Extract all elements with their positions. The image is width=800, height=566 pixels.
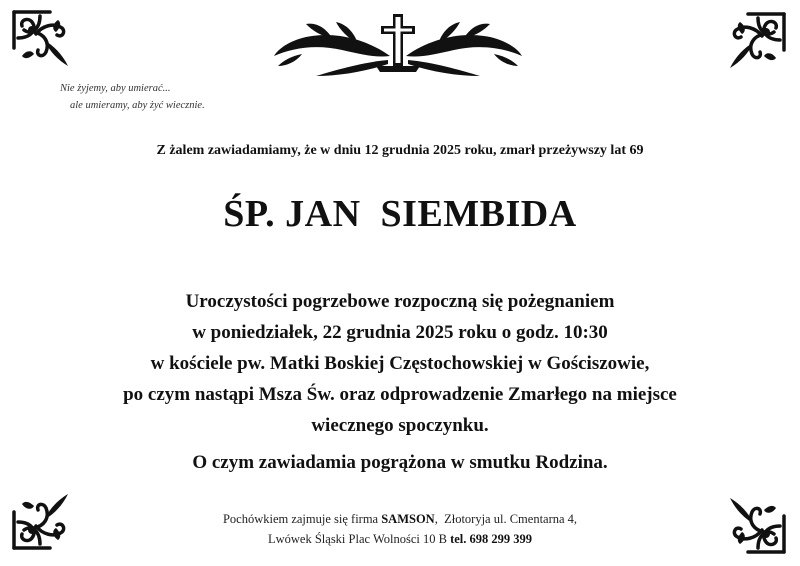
phone-number: tel. 698 299 399: [450, 532, 533, 546]
announcement: Z żalem zawiadamiamy, że w dniu 12 grudnia 2025 roku, zmarł przeżywszy lat 69: [156, 143, 644, 158]
ceremony-line-2: w poniedziałek, 22 grudnia 2025 roku o godz. 10:30: [192, 322, 608, 343]
ceremony-line-3: w kościele pw. Matki Boskiej Częstochowskiej w Gościszowie,: [150, 353, 650, 374]
company-name: SAMSON: [381, 512, 435, 526]
cross-ornament: [272, 10, 524, 80]
floral-corner-icon: [722, 10, 788, 76]
funeral-home-footer: [0, 509, 800, 549]
footer-line1-prefix: Pochówkiem zajmuje się firma: [222, 512, 382, 526]
floral-corner-icon: [10, 8, 76, 74]
corner-ornament-top-right: [722, 10, 788, 76]
footer-line-1: [0, 509, 800, 529]
footer-address: Lwówek Śląski Plac Wolności 10 B: [267, 532, 451, 546]
quote-line-2: ale umieramy, aby żyć wiecznie.: [70, 100, 205, 111]
quote-line-1: Nie żyjemy, aby umierać...: [60, 83, 171, 94]
corner-ornament-top-left: [10, 8, 76, 74]
family-notice: O czym zawiadamia pogrążona w smutku Rodzina.: [192, 452, 608, 473]
ceremony-line-4: po czym nastąpi Msza Św. oraz odprowadzenie Zmarłego na miejsce: [123, 384, 677, 405]
ceremony-details: [20, 286, 780, 441]
footer-line-2: [0, 529, 800, 549]
ceremony-line-1: Uroczystości pogrzebowe rozpoczną się pożegnaniem: [185, 291, 615, 312]
footer-line1-suffix: , Złotoryja ul. Cmentarna 4,: [434, 512, 578, 526]
deceased-name-text: ŚP. JAN SIEMBIDA: [223, 193, 577, 235]
quote: [60, 80, 230, 114]
deceased-name: [0, 192, 800, 236]
ceremony-line-5: wiecznego spoczynku.: [311, 415, 489, 436]
cross-ornament-icon: [272, 10, 524, 80]
